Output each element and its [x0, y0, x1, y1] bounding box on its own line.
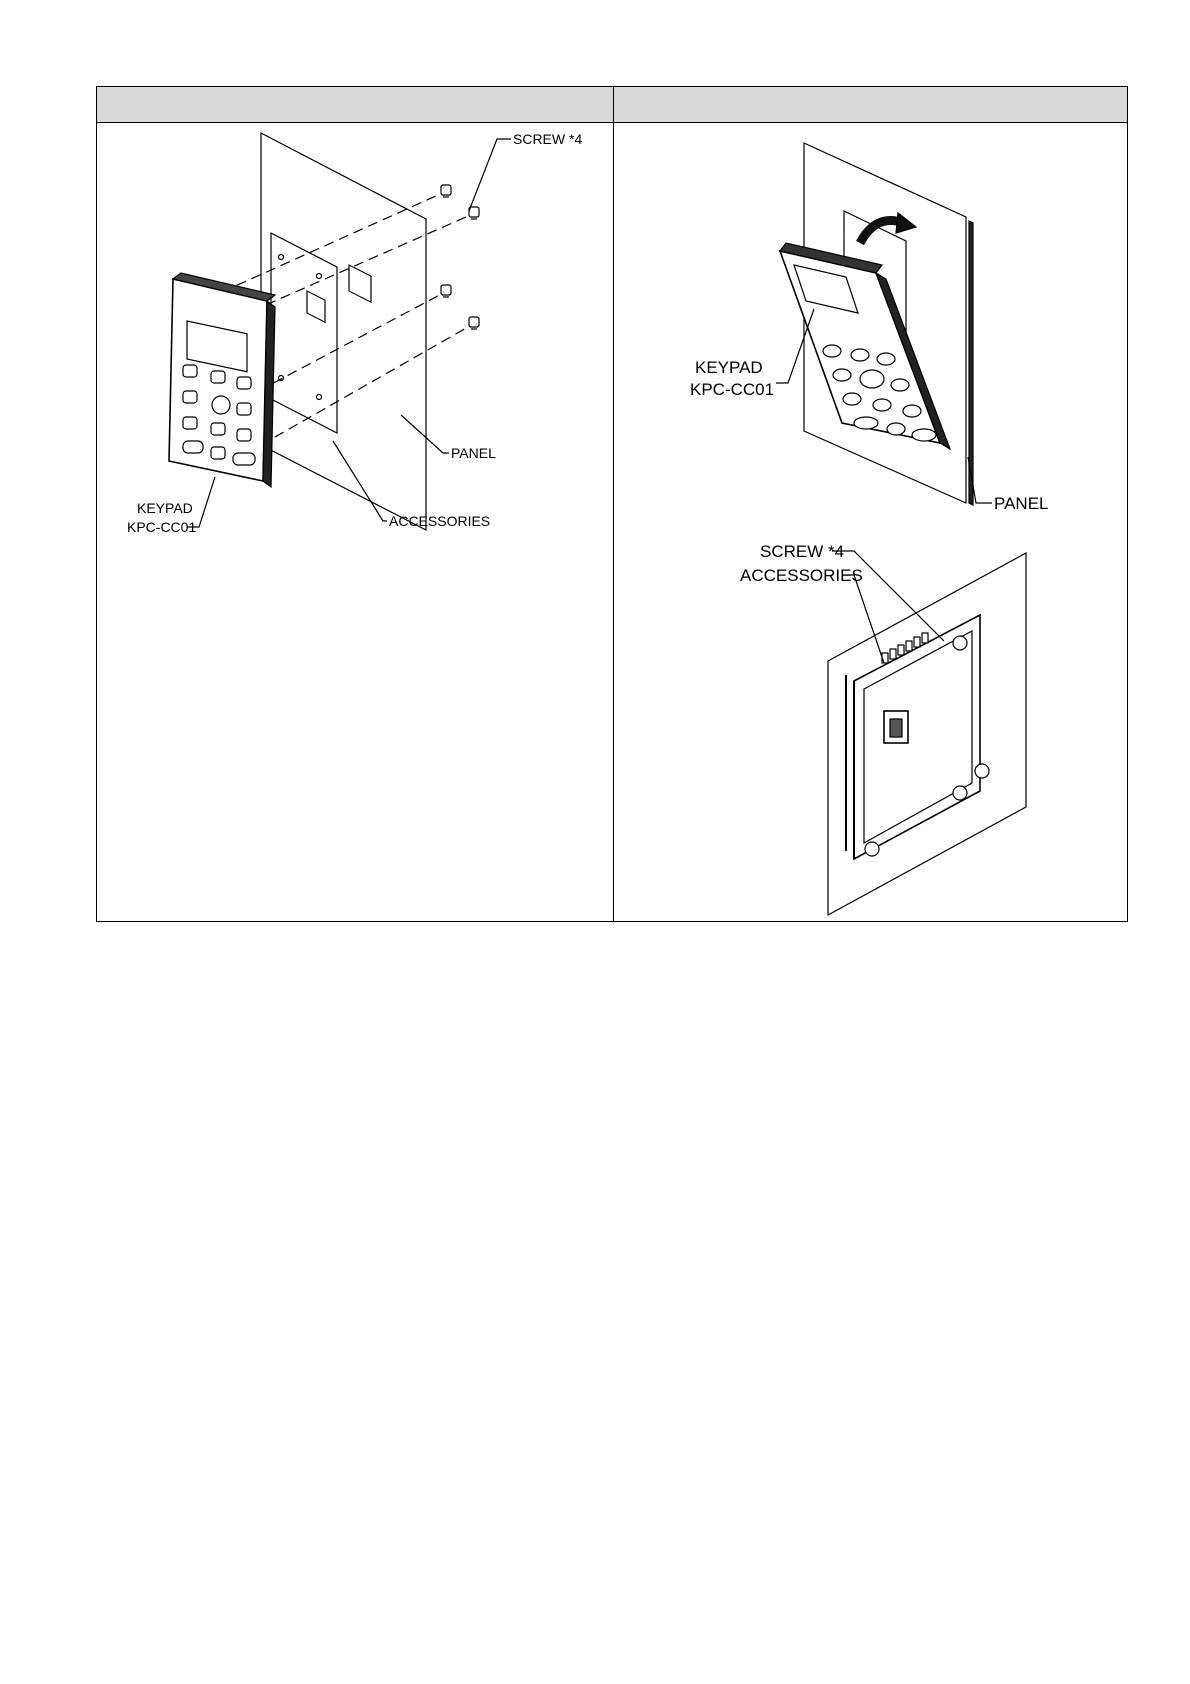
screw-icon	[469, 317, 479, 329]
mounting-view-svg	[614, 123, 1127, 921]
table-header-left	[97, 87, 613, 123]
label-accessories: ACCESSORIES	[740, 566, 863, 585]
screw-icon	[865, 842, 879, 856]
screw-leader-line	[469, 139, 511, 211]
screw-group	[441, 185, 479, 329]
label-panel: PANEL	[451, 445, 496, 461]
keypad-body	[169, 273, 275, 487]
screw-icon	[953, 636, 967, 650]
label-screw: SCREW *4	[513, 131, 583, 147]
mounting-view-drawing	[614, 123, 1127, 921]
label-keypad-line2: KPC-CC01	[127, 519, 197, 535]
screw-icon	[975, 764, 989, 778]
exploded-view-svg	[97, 123, 613, 921]
label-keypad-line1: KEYPAD	[695, 358, 763, 377]
screw-icon	[441, 185, 451, 197]
label-keypad-line2: KPC-CC01	[690, 380, 775, 399]
installation-table	[96, 86, 1128, 922]
screw-icon	[953, 786, 967, 800]
exploded-view-drawing	[97, 123, 613, 921]
label-screw: SCREW *4	[760, 542, 845, 561]
table-header-right	[613, 87, 1127, 123]
label-keypad-line1: KEYPAD	[137, 500, 193, 516]
label-panel: PANEL	[994, 494, 1049, 513]
label-accessories: ACCESSORIES	[389, 513, 491, 529]
accessories-bracket	[271, 233, 337, 433]
screw-icon	[441, 285, 451, 297]
panel-edge	[969, 221, 973, 505]
screw-icon	[469, 207, 479, 219]
connector-port	[890, 719, 902, 737]
